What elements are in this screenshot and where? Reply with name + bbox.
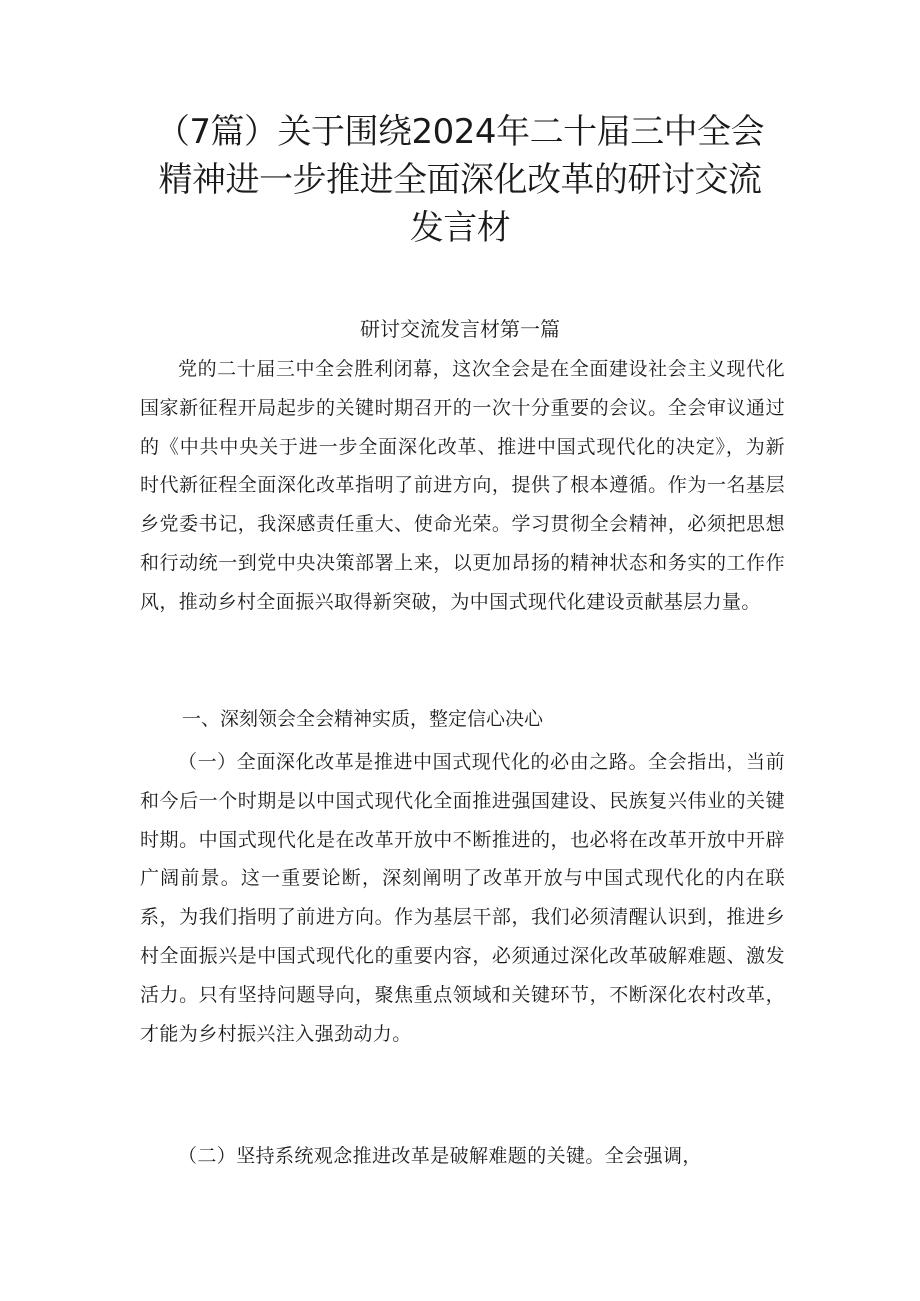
title-line-1: （7篇）关于围绕2024年二十届三中全会 (155, 112, 765, 152)
document-title (110, 108, 810, 252)
subheading-1: 一、深刻领会全会精神实质，整定信心决心 (182, 708, 544, 730)
paragraph-point-2: （二）坚持系统观念推进改革是破解难题的关键。全会强调， (178, 1145, 702, 1167)
paragraph-intro: 党的二十届三中全会胜利闭幕，这次全会是在全面建设社会主义现代化国家新征程开局起步的关键时期召开的一次十分重要的会议。全会审议通过的《中共中央关于进一步全面深化改革、推进中国式现代化的决定》，为新时代新征程全面深化改革指明了前进方向，提供了根本遵循。作为一名基层乡党委书记，我深感责任重大、使命光荣。学习贯彻全会精神，必须把思想和行动统一到党中央决策部署上来，以更加昂扬的精神状态和务实的工作作风，推动乡村全面振兴取得新突破，为中国式现代化建设贡献基层力量。 (140, 358, 785, 613)
title-line-2: 精神进一步推进全面深化改革的研讨交流 (158, 160, 762, 200)
title-line-3: 发言材 (409, 208, 511, 248)
section-heading: 研讨交流发言材第一篇 (360, 317, 560, 341)
paragraph-point-1: （一）全面深化改革是推进中国式现代化的必由之路。全会指出，当前和今后一个时期是以中国式现代化全面推进强国建设、民族复兴伟业的关键时期。中国式现代化是在改革开放中不断推进的，也必将在改革开放中开辟广阔前景。这一重要论断，深刻阐明了改革开放与中国式现代化的内在联系，为我们指明了前进方向。作为基层干部，我们必须清醒认识到，推进乡村全面振兴是中国式现代化的重要内容，必须通过深化改革破解难题、激发活力。只有坚持问题导向，聚焦重点领域和关键环节，不断深化农村改革，才能为乡村振兴注入强劲动力。 (140, 751, 785, 1045)
